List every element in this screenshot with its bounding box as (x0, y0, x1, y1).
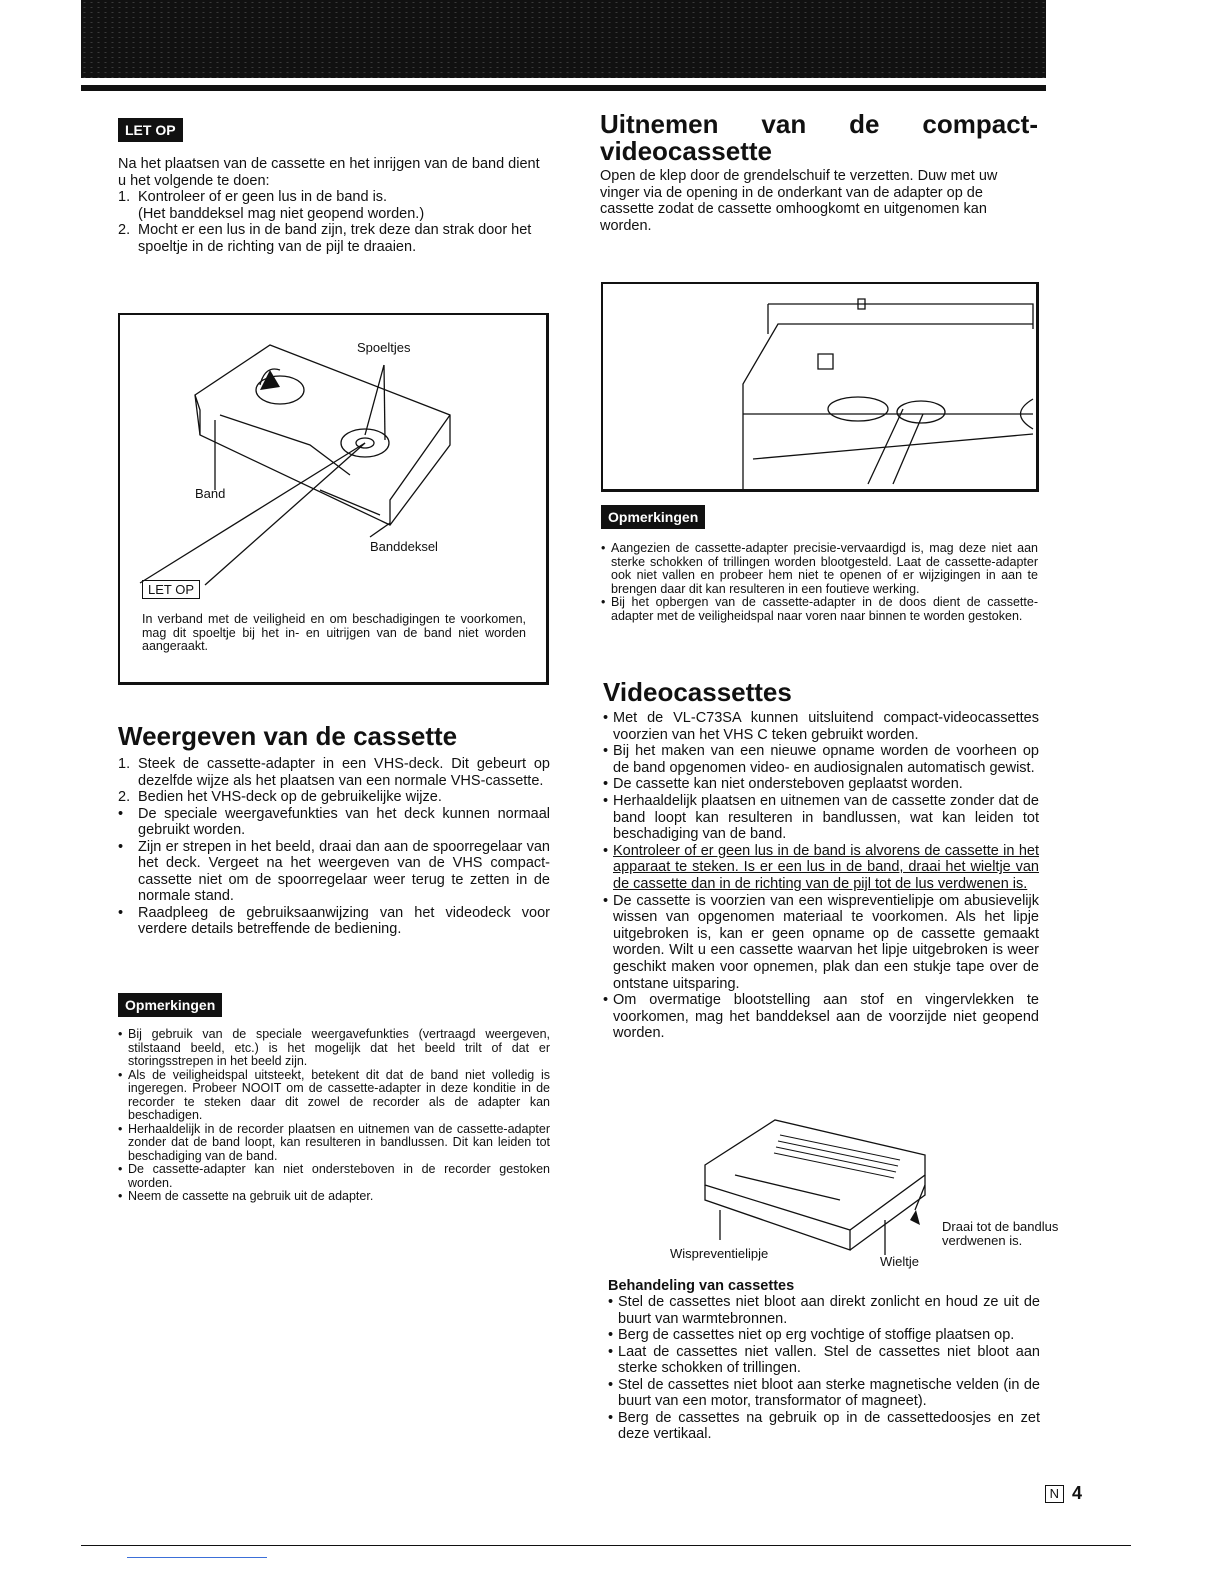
bullet-icon: • (601, 595, 606, 609)
weergeven-step-marker: 2. (118, 789, 131, 805)
opmerkingen2-item (601, 596, 1038, 623)
behandeling-item (608, 1410, 1040, 1443)
bullet-icon: • (603, 710, 609, 726)
letop-item-text: Mocht er een lus in de band zijn, trek deze dan strak door het spoeltje in de richting van de pijl te draaien. (138, 222, 532, 255)
weergeven-step-marker: • (118, 838, 124, 855)
weergeven-title: Weergeven van de cassette (118, 721, 458, 751)
behandeling-item-text: Berg de cassettes na gebruik op in de cassettedoosjes en zet deze vertikaal. (618, 1409, 1040, 1442)
behandeling-item (608, 1377, 1040, 1410)
letop-tag (118, 118, 183, 142)
videocassettes-section (603, 679, 1039, 1042)
opmerkingen1-item-text: Bij gebruik van de speciale weergavefunkties (vertraagd weergeven, stilstaand beeld, etc.) is het mogelijk dat het beeld trilt of dat er storingsstrepen in het beeld zijn. (128, 1027, 550, 1068)
figure-compact-cassette (660, 1115, 1060, 1275)
opmerkingen1-item (118, 1028, 550, 1069)
letop-tag-label: LET OP (118, 118, 183, 142)
weergeven-list (118, 756, 550, 938)
bullet-icon: • (118, 1162, 123, 1176)
letop-item-number: 1. (118, 189, 131, 205)
videocassettes-item (603, 743, 1039, 776)
videocassettes-item (603, 843, 1039, 893)
letop-item-number: 2. (118, 222, 131, 238)
behandeling-item (608, 1327, 1040, 1344)
videocassettes-item-text: De cassette kan niet ondersteboven geplaatst worden. (613, 776, 963, 793)
behandeling-item-text: Berg de cassettes niet op erg vochtige of stoffige plaatsen op. (618, 1327, 1015, 1343)
bullet-icon: • (603, 743, 609, 760)
opmerkingen1-item (118, 1190, 550, 1204)
bullet-icon: • (608, 1343, 614, 1360)
letop-section (118, 156, 550, 255)
bullet-icon: • (118, 1027, 123, 1041)
language-box: N (1045, 1485, 1064, 1503)
videocassettes-list (603, 710, 1039, 1042)
bullet-icon: • (608, 1294, 614, 1310)
videocassettes-title: Videocassettes (603, 677, 792, 707)
behandeling-item-text: Laat de cassettes niet vallen. Stel de cassettes niet bloot aan sterke schokken of trillingen. (618, 1343, 1040, 1376)
weergeven-step (118, 789, 550, 806)
header-banner (81, 0, 1046, 78)
behandeling-title: Behandeling van cassettes (608, 1278, 795, 1294)
figure-letop-tag: LET OP (142, 580, 200, 599)
videocassettes-item-text: Met de VL-C73SA kunnen uitsluitend compact-videocassettes voorzien van het VHS C teken gebruikt worden. (613, 710, 1039, 743)
videocassettes-item (603, 992, 1039, 1042)
uitnemen-text: Open de klep door de grendelschuif te verzetten. Duw met uw vinger via de opening in de onderkant van de adapter op de cassette zodat de cassette omhoogkomt en uitgenomen kan worden. (600, 168, 998, 234)
videocassettes-item (603, 893, 1039, 993)
videocassettes-item-text: Herhaaldelijk plaatsen en uitnemen van de cassette zonder dat de band loopt kan resulteren in bandlussen, wat kan leiden tot beschadiging van de band. (613, 792, 1039, 843)
behandeling-item-text: Stel de cassettes niet bloot aan sterke magnetische velden (in de buurt van een motor, transformator of magneet). (618, 1376, 1040, 1409)
bullet-icon: • (603, 892, 609, 909)
behandeling-item (608, 1344, 1040, 1377)
opmerkingen1-tag-label: Opmerkingen (118, 993, 222, 1017)
letop-item-body (138, 222, 550, 255)
videocassettes-item (603, 793, 1039, 843)
bullet-icon: • (603, 842, 609, 859)
cassette-illustration (120, 315, 546, 595)
opmerkingen1-item-text: Neem de cassette na gebruik uit de adapter. (128, 1189, 374, 1203)
behandeling-list (608, 1294, 1040, 1443)
videocassettes-item-text: De cassette is voorzien van een wispreventielipje om abusievelijk wissen van opgenomen materiaal te voorkomen. Als het lipje uitgebroken is, kan er geen opname op de cassette gemaakt worden. Wilt u een cassette waarvan het lipje uitgebroken is weer geschikt maken voor opnemen, plak dan een stukje tape over de ontstane uitsparing. (613, 892, 1039, 992)
label-wispreventielipje: Wispreventielipje (670, 1246, 769, 1261)
bullet-icon: • (601, 541, 606, 555)
label-spoeltjes: Spoeltjes (357, 340, 411, 355)
letop-item-text: Kontroleer of er geen lus in de band is. (138, 189, 388, 205)
weergeven-section (118, 723, 550, 938)
page-number-value: 4 (1071, 1483, 1082, 1503)
behandeling-item (608, 1294, 1040, 1327)
opmerkingen2-list (601, 542, 1038, 623)
weergeven-step (118, 756, 550, 789)
opmerkingen1-item (118, 1069, 550, 1123)
bullet-icon: • (118, 1067, 123, 1082)
letop-intro: Na het plaatsen van de cassette en het inrijgen van de band dient u het volgende te doen: (118, 156, 540, 189)
weergeven-step-marker: • (118, 904, 124, 921)
bullet-icon: • (603, 776, 609, 793)
label-band: Band (195, 486, 226, 501)
label-wieltje: Wieltje (880, 1254, 920, 1269)
rotate-arrow-icon (910, 1210, 920, 1225)
weergeven-step (118, 839, 550, 905)
behandeling-item-text: Stel de cassettes niet bloot aan direkt zonlicht en houd ze uit de buurt van warmtebronnen. (618, 1294, 1040, 1327)
opmerkingen1-list (118, 1028, 550, 1204)
weergeven-step (118, 905, 550, 938)
bullet-icon: • (118, 1189, 123, 1203)
weergeven-step-text: Raadpleeg de gebruiksaanwijzing van het videodeck voor verdere details betreffende de bediening. (138, 904, 550, 937)
opmerkingen1-tag (118, 993, 222, 1017)
label-banddeksel: Banddeksel (370, 539, 438, 554)
bullet-icon: • (603, 992, 609, 1009)
opmerkingen1-item-text: Als de veiligheidspal uitsteekt, betekent dit dat de band niet volledig is ingeregen. Probeer NOOIT om de cassette-adapter in deze konditie in de recorder te steken daar dit zowel de recorder als de adapter kan beschadigen. (128, 1067, 550, 1122)
weergeven-step-text: De speciale weergavefunkties van het deck kunnen normaal gebruikt worden. (138, 805, 550, 838)
bullet-icon: • (608, 1376, 614, 1393)
page-number (1045, 1483, 1082, 1504)
opmerkingen2-tag-label: Opmerkingen (601, 505, 705, 529)
footer-accent-rule (127, 1557, 267, 1558)
letop-list (118, 189, 550, 255)
letop-item (118, 189, 550, 222)
opmerkingen2-item-text: Bij het opbergen van de cassette-adapter in de doos dient de cassette-adapter met de veiligheidspal naar voren naar binnen te worden gestoken. (611, 595, 1038, 623)
letop-item-sub: (Het banddeksel mag niet geopend worden.) (138, 205, 425, 222)
letop-item (118, 222, 550, 255)
bullet-icon: • (118, 1121, 123, 1136)
adapter-illustration (603, 284, 1036, 489)
weergeven-step (118, 806, 550, 839)
label-draai: Draai tot de bandlus verdwenen is. (942, 1219, 1059, 1248)
opmerkingen2-item-text: Aangezien de cassette-adapter precisie-vervaardigd is, mag deze niet aan sterke schokken of trillingen worden blootgesteld. Laat de cassette-adapter ook niet vallen en probeer hem niet te openen of er wijzigingen in aan te brengen daar dit kan resulteren in een foutieve werking. (611, 541, 1038, 596)
figure-adapter-box (601, 282, 1039, 492)
bullet-icon: • (608, 1409, 614, 1426)
weergeven-step-text: Steek de cassette-adapter in een VHS-deck. Dit gebeurt op dezelfde wijze als het plaatsen van een normale VHS-cassette. (138, 756, 550, 789)
opmerkingen1-item (118, 1163, 550, 1190)
videocassettes-item (603, 776, 1039, 793)
opmerkingen2-item (601, 542, 1038, 596)
uitnemen-title: Uitnemen van de compact-videocassette (600, 109, 1038, 166)
opmerkingen1-item-text: Herhaaldelijk in de recorder plaatsen en uitnemen van de cassette-adapter zonder dat de band loopt, kan resulteren in bandlussen. Dit kan leiden tot beschadiging van de band. (128, 1121, 550, 1163)
letop-item-body (138, 189, 424, 222)
opmerkingen2-tag (601, 505, 705, 529)
opmerkingen1-item (118, 1123, 550, 1164)
figure-caption: In verband met de veiligheid en om beschadigingen te voorkomen, mag dit spoeltje bij het in- en uitrijgen van de band niet worden aangeraakt. (142, 612, 526, 653)
weergeven-step-marker: • (118, 805, 124, 822)
bullet-icon: • (603, 792, 609, 809)
header-rule (81, 85, 1046, 91)
behandeling-section (608, 1278, 1040, 1443)
weergeven-step-marker: 1. (118, 756, 131, 772)
opmerkingen1-item-text: De cassette-adapter kan niet ondersteboven in de recorder gestoken worden. (128, 1162, 550, 1190)
videocassettes-item-text: Om overmatige blootstelling aan stof en vingervlekken te voorkomen, mag het banddeksel aan de voorzijde niet geopend worden. (613, 992, 1039, 1042)
bullet-icon: • (608, 1327, 614, 1343)
weergeven-step-text: Zijn er strepen in het beeld, draai dan aan de spoorregelaar van het deck. Vergeet na het weergeven van de VHS compact-cassette niet om de spoorregelaar weer terug te zetten in de normale stand. (138, 838, 550, 904)
footer-rule (81, 1545, 1131, 1546)
videocassettes-item-text: Kontroleer of er geen lus in de band is alvorens de cassette in het apparaat te steken. Is er een lus in de band, draai het wieltje van de cassette dan in de richting van de pijl tot de lus verdwenen is. (613, 842, 1039, 892)
figure-cassette-box (118, 313, 549, 685)
uitnemen-section (600, 111, 1038, 234)
weergeven-step-text: Bedien het VHS-deck op de gebruikelijke wijze. (138, 789, 442, 805)
videocassettes-item-text: Bij het maken van een nieuwe opname worden de voorheen op de band opgenomen video- en audiosignalen automatisch gewist. (613, 743, 1039, 776)
videocassettes-item (603, 710, 1039, 743)
